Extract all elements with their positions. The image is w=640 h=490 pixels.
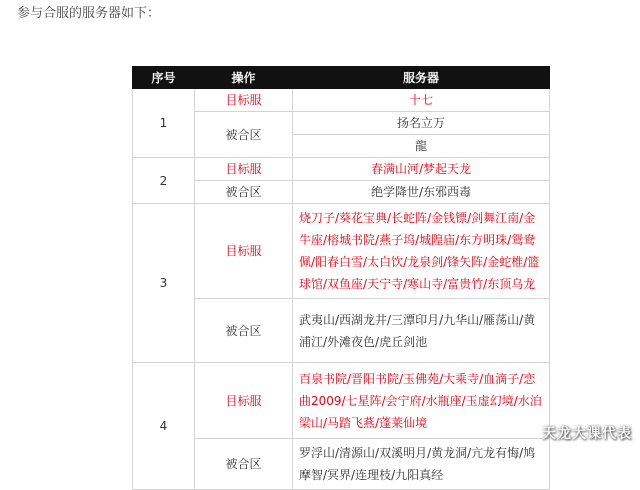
op-target-label: 目标服 <box>195 89 293 112</box>
op-target-label: 目标服 <box>195 204 293 299</box>
table-row <box>133 299 550 363</box>
table-row <box>133 363 550 439</box>
table-row <box>133 204 550 299</box>
target-server: 百泉书院/晋阳书院/玉佛苑/大乘寺/血滴子/恋曲2009/七星阵/会宁府/水瓶座/玉虚幻境/水泊梁山/马踏飞燕/蓬莱仙境 <box>293 363 550 439</box>
merged-server: 扬名立万 <box>293 112 550 135</box>
row-index: 2 <box>133 158 195 204</box>
row-index: 1 <box>133 89 195 158</box>
table-row <box>133 89 550 112</box>
op-target-label: 目标服 <box>195 158 293 181</box>
table-row <box>133 439 550 490</box>
intro-text: 参与合服的服务器如下： <box>17 6 161 21</box>
merged-server: 绝学降世/东邪西毒 <box>293 181 550 204</box>
row-index: 3 <box>133 204 195 363</box>
op-merged-label: 被合区 <box>195 439 293 490</box>
table-row <box>133 112 550 135</box>
header-index: 序号 <box>133 67 195 89</box>
target-server: 十七 <box>293 89 550 112</box>
header-server: 服务器 <box>293 67 550 89</box>
op-merged-label: 被合区 <box>195 112 293 158</box>
merged-server: 武夷山/西湖龙井/三潭印月/九华山/雁荡山/黄浦江/外滩夜色/虎丘剑池 <box>293 299 550 363</box>
op-target-label: 目标服 <box>195 363 293 439</box>
op-merged-label: 被合区 <box>195 181 293 204</box>
target-server: 烧刀子/葵花宝典/长蛇阵/金钱镖/剑舞江南/金牛座/榕城书院/燕子坞/城隍庙/东方明珠/鸳鸯佩/阳春白雪/太白饮/龙泉剑/锋矢阵/金蛇椎/篮球馆/双鱼座/天宁寺/寒山寺/富贵竹/东顶乌龙 <box>293 204 550 299</box>
table-row <box>133 158 550 181</box>
merged-server: 罗浮山/清源山/双溪明月/黄龙洞/亢龙有悔/鸠摩智/冥界/连理枝/九阳真经 <box>293 439 550 490</box>
merged-server: 龍 <box>293 135 550 158</box>
table-row <box>133 181 550 204</box>
table-header-row <box>133 67 550 89</box>
server-table <box>132 66 550 490</box>
row-index: 4 <box>133 363 195 490</box>
header-operation: 操作 <box>195 67 293 89</box>
op-merged-label: 被合区 <box>195 299 293 363</box>
target-server: 春满山河/梦起天龙 <box>293 158 550 181</box>
watermark-text: 天龙大课代表 <box>542 426 632 442</box>
